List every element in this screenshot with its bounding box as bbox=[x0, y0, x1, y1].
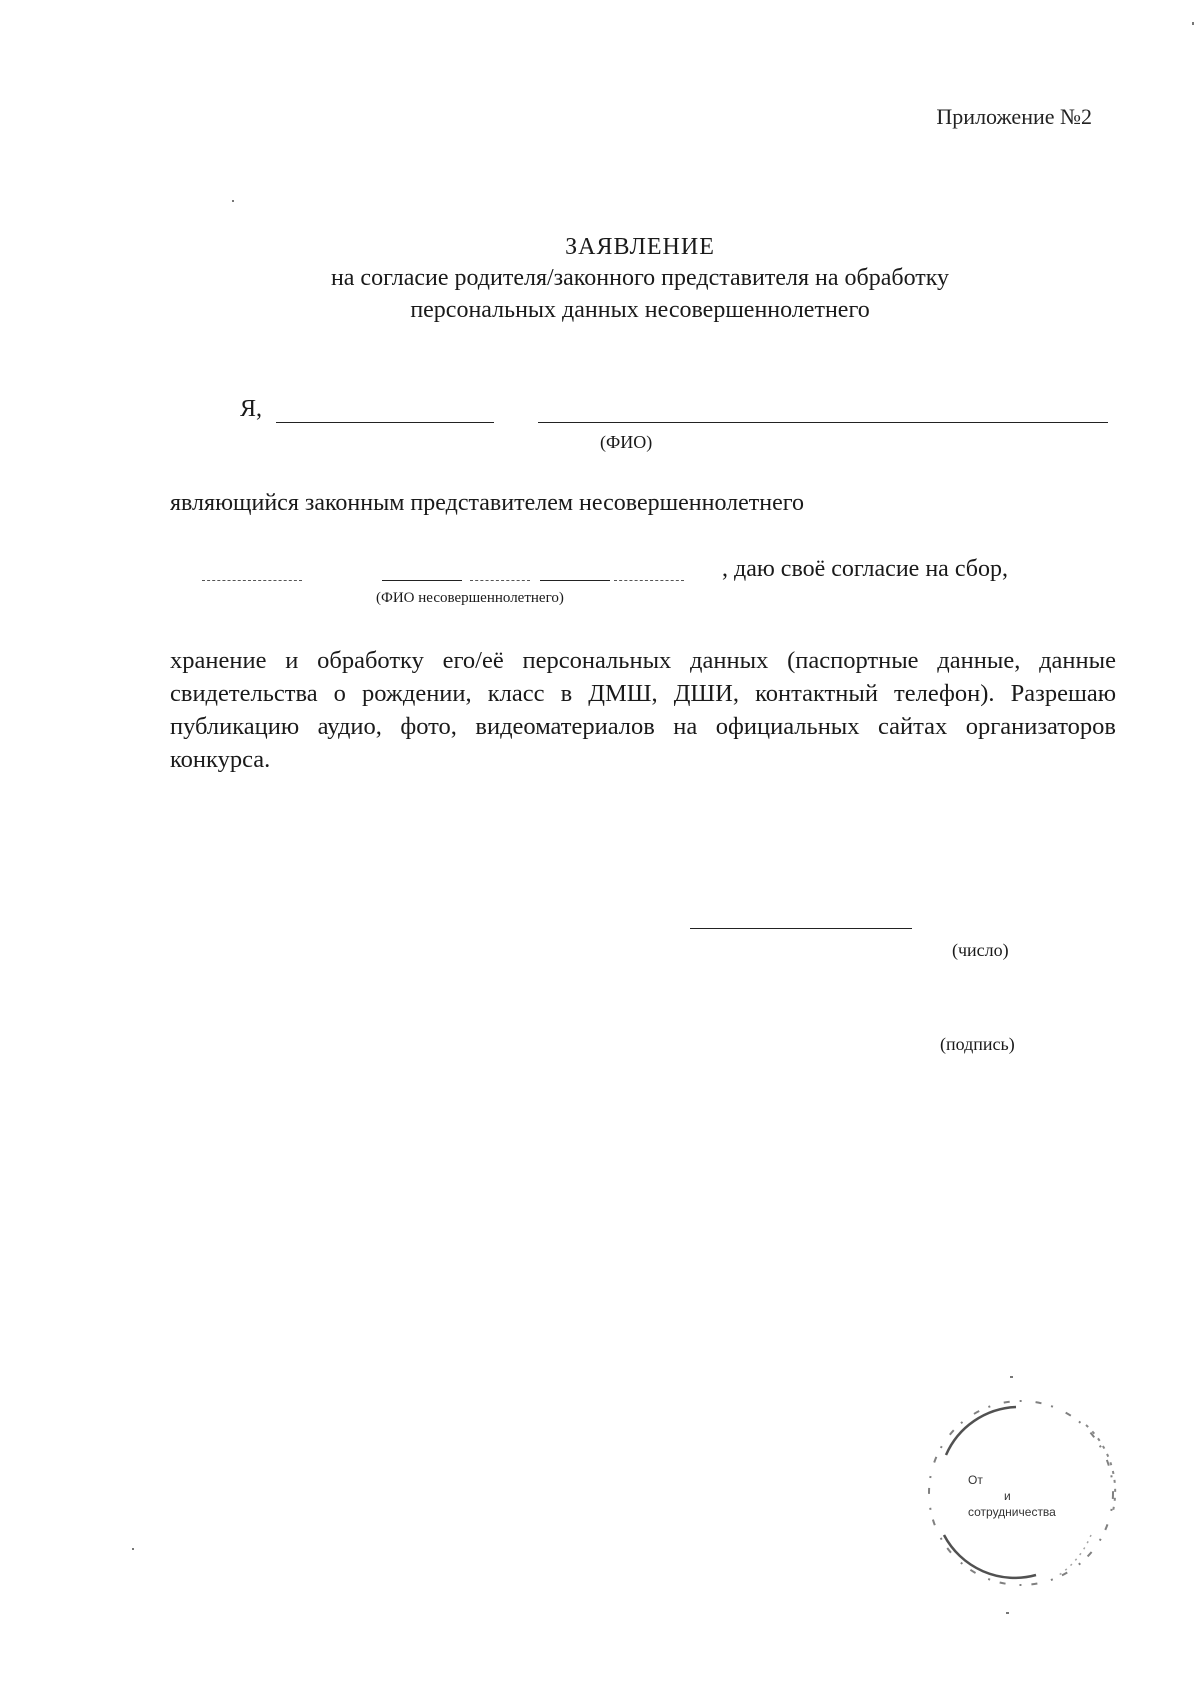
scan-speck bbox=[132, 1548, 134, 1550]
minor-name-line-1 bbox=[202, 580, 302, 581]
date-caption: (число) bbox=[952, 940, 1009, 960]
fio-caption: (ФИО) bbox=[600, 432, 653, 452]
scan-speck bbox=[1192, 22, 1194, 25]
parent-name-line-2 bbox=[538, 422, 1108, 423]
representative-text: являющийся законным представителем несовершеннолетнего bbox=[170, 490, 804, 516]
minor-fio-caption: (ФИО несовершеннолетнего) bbox=[376, 590, 564, 606]
minor-name-line-5 bbox=[614, 580, 684, 581]
minor-name-line-2 bbox=[382, 580, 462, 581]
stamp-text-line-1: От bbox=[968, 1473, 983, 1487]
i-label: Я, bbox=[240, 396, 263, 422]
appendix-label: Приложение №2 bbox=[936, 104, 1092, 129]
title-block bbox=[200, 232, 1080, 326]
scan-speck bbox=[1010, 1376, 1013, 1378]
parent-name-line-1 bbox=[276, 422, 494, 423]
body-paragraph: хранение и обработку его/её персональных данных (паспортные данные, данные свидетельства о рождении, класс в ДМШ, ДШИ, контактный телефон). Разрешаю публикацию аудио, фото, видеоматериалов на официальных сайтах организаторов конкурса. bbox=[170, 647, 1116, 773]
scan-speck bbox=[1006, 1612, 1009, 1614]
stamp-text-line-3: сотрудничества bbox=[968, 1505, 1056, 1519]
document-title: ЗАЯВЛЕНИЕ bbox=[565, 234, 715, 260]
stamp-seal bbox=[916, 1385, 1126, 1605]
stamp-text-line-2: и bbox=[1004, 1489, 1011, 1503]
minor-name-line-3 bbox=[470, 580, 530, 581]
consent-text: , даю своё согласие на сбор, bbox=[722, 556, 1008, 582]
document-subtitle-line-2: персональных данных несовершеннолетнего bbox=[410, 297, 870, 323]
minor-name-line-4 bbox=[540, 580, 610, 581]
stamp-circle-icon bbox=[916, 1385, 1126, 1605]
signature-caption: (подпись) bbox=[940, 1034, 1015, 1054]
date-line bbox=[690, 928, 912, 929]
scan-speck bbox=[232, 200, 234, 202]
document-subtitle-line-1: на согласие родителя/законного представителя на обработку bbox=[330, 265, 950, 291]
